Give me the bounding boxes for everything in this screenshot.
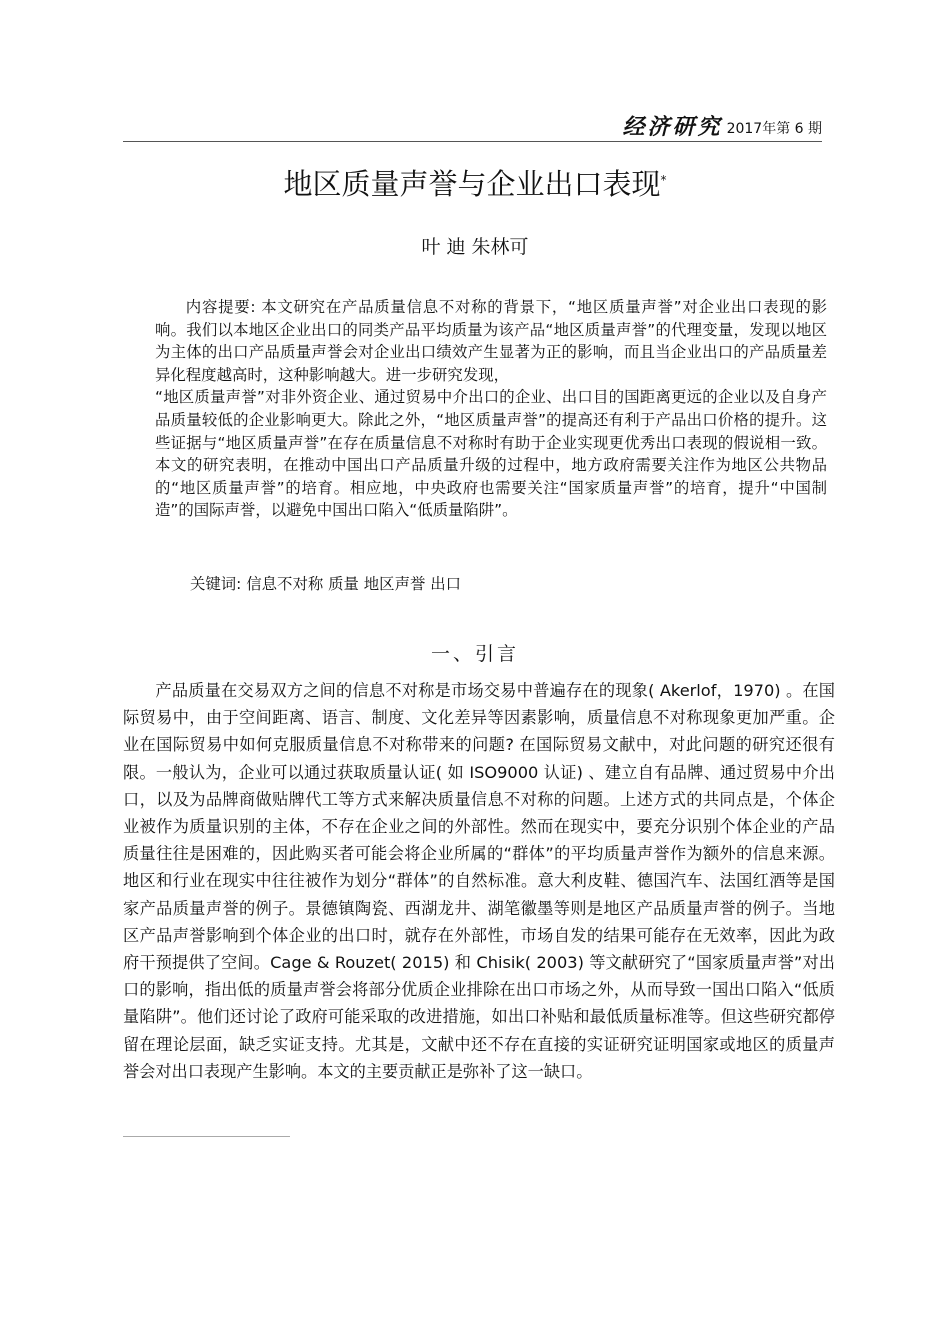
keywords-list: 信息不对称 质量 地区声誉 出口 <box>246 575 462 593</box>
header-divider <box>123 141 822 142</box>
abstract-text-1: 本文研究在产品质量信息不对称的背景下，“地区质量声誉”对企业出口表现的影响。我们以本地区企业出口的同类产品平均质量为该产品“地区质量声誉”的代理变量，发现以地区为主体的出口产品质量声誉会对企业出口绩效产生显著为正的影响，而且当企业出口的产品质量差异化程度越高时，这种影响越大。进一步研究发现， <box>155 298 827 384</box>
running-header <box>123 112 822 140</box>
section-heading-introduction: 一、引言 <box>430 643 519 665</box>
authors: 叶 迪 朱林可 <box>421 236 529 258</box>
keywords-label: 关键词: <box>190 575 242 593</box>
issue-label: 2017年第 6 期 <box>726 121 822 137</box>
footnote-divider <box>123 1136 290 1137</box>
abstract-paragraph-2: “地区质量声誉”对非外资企业、通过贸易中介出口的企业、出口目的国距离更远的企业以及自身产品质量较低的企业影响更大。除此之外，“地区质量声誉”的提高还有利于产品出口价格的提升。这些证据与“地区质量声誉”在存在质量信息不对称时有助于企业实现更优秀出口表现的假说相一致。本文的研究表明，在推动中国出口产品质量升级的过程中，地方政府需要关注作为地区公共物品的“地区质量声誉”的培育。相应地，中央政府也需要关注“国家质量声誉”的培育，提升“中国制造”的国际声誉，以避免中国出口陷入“低质量陷阱”。 <box>155 388 827 520</box>
title-text: 地区质量声誉与企业出口表现 <box>283 167 661 201</box>
title-footnote-mark[interactable]: * <box>660 173 667 187</box>
abstract-paragraph-1 <box>155 296 827 386</box>
body-text <box>123 677 835 1085</box>
paper-title <box>0 164 950 204</box>
body-paragraph: 产品质量在交易双方之间的信息不对称是市场交易中普遍存在的现象( Akerlof，1970) 。在国际贸易中，由于空间距离、语言、制度、文化差异等因素影响，质量信息不对称现象更加严重。企业在国际贸易中如何克服质量信息不对称带来的问题? 在国际贸易文献中，对此问题的研究还很有限。一般认为，企业可以通过获取质量认证( 如 ISO9000 认证) 、建立自有品牌、通过贸易中介出口，以及为品牌商做贴牌代工等方式来解决质量信息不对称的问题。上述方式的共同点是，个体企业被作为质量识别的主体，不存在企业之间的外部性。然而在现实中，要充分识别个体企业的产品质量往往是困难的，因此购买者可能会将企业所属的“群体”的平均质量声誉作为额外的信息来源。地区和行业在现实中往往被作为划分“群体”的自然标准。意大利皮鞋、德国汽车、法国红酒等是国家产品质量声誉的例子。景德镇陶瓷、西湖龙井、湖笔徽墨等则是地区产品质量声誉的例子。当地区产品声誉影响到个体企业的出口时，就存在外部性，市场自发的结果可能存在无效率，因此为政府干预提供了空间。Cage & Rouzet( 2015) 和 Chisik( 2003) 等文献研究了“国家质量声誉”对出口的影响，指出低的质量声誉会将部分优质企业排除在出口市场之外，从而导致一国出口陷入“低质量陷阱”。他们还讨论了政府可能采取的改进措施，如出口补贴和最低质量标准等。但这些研究都停留在理论层面，缺乏实证支持。尤其是，文献中还不存在直接的实证研究证明国家或地区的质量声誉会对出口表现产生影响。本文的主要贡献正是弥补了这一缺口。 <box>123 681 835 1081</box>
keywords <box>190 572 461 596</box>
abstract <box>155 296 827 522</box>
abstract-label: 内容提要: <box>185 298 256 316</box>
journal-logo: 经济研究 <box>622 114 723 140</box>
